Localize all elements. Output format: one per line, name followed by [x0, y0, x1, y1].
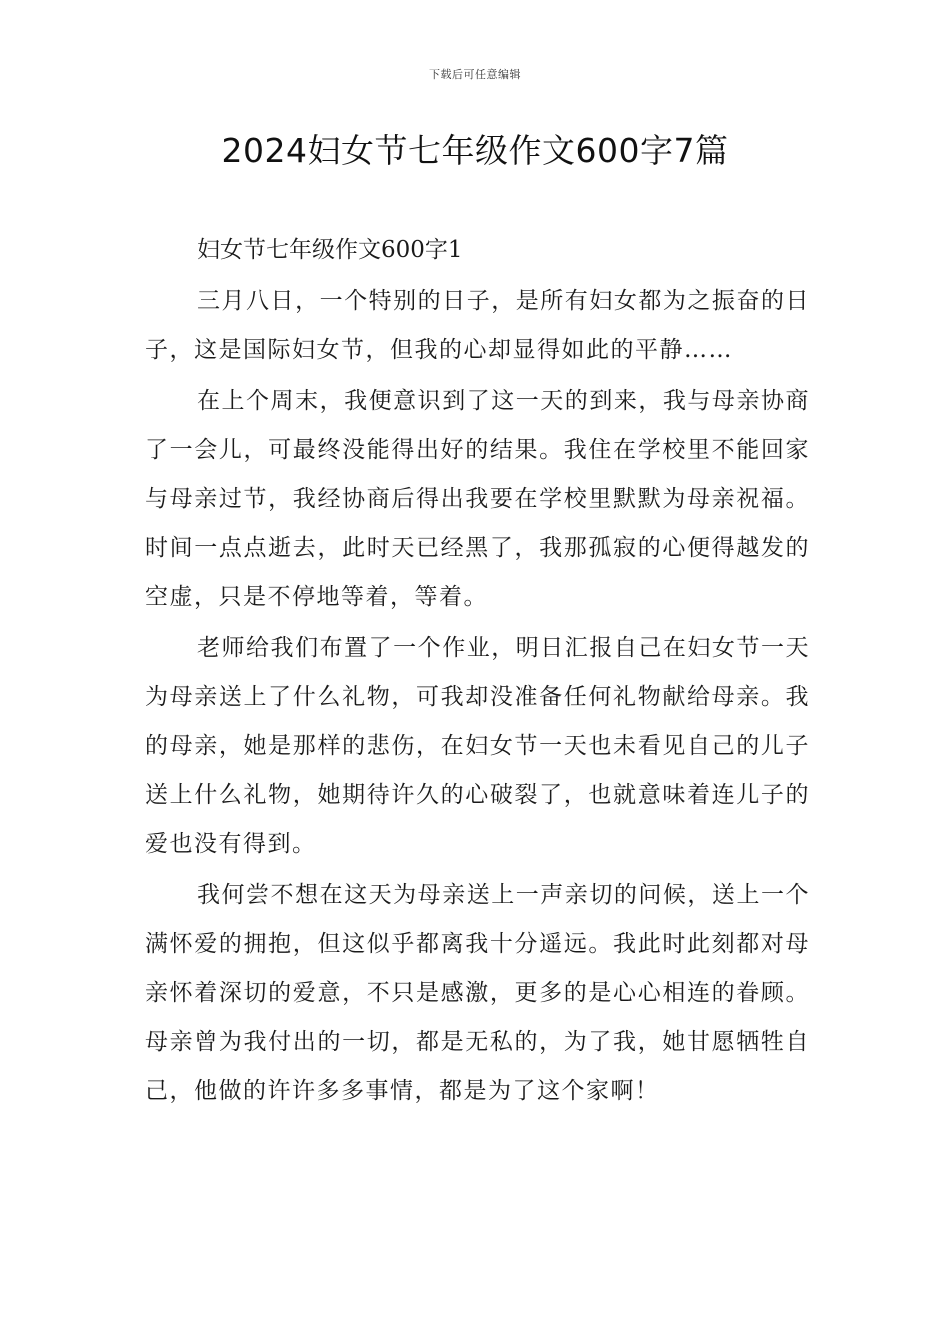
section-heading: 妇女节七年级作文600字1 [197, 237, 463, 263]
document-title: 2024妇女节七年级作文600字7篇 [221, 131, 729, 170]
paragraph-1: 三月八日，一个特别的日子，是所有妇女都为之振奋的日子，这是国际妇女节，但我的心却显得如此的平静…… [145, 288, 810, 363]
paragraph-4: 我何尝不想在这天为母亲送上一声亲切的问候，送上一个满怀爱的拥抱，但这似乎都离我十分遥远。我此时此刻都对母亲怀着深切的爱意，不只是感激，更多的是心心相连的眷顾。母亲曾为我付出的一切，都是无私的，为了我，她甘愿牺牲自己，他做的许许多多事情，都是为了这个家啊！ [145, 882, 810, 1104]
paragraph-2: 在上个周末，我便意识到了这一天的到来，我与母亲协商了一会儿，可最终没能得出好的结果。我住在学校里不能回家与母亲过节，我经协商后得出我要在学校里默默为母亲祝福。时间一点点逝去，此时天已经黑了，我那孤寂的心便得越发的空虚，只是不停地等着，等着。 [145, 388, 810, 610]
document-body [145, 226, 810, 1118]
paragraph-3: 老师给我们布置了一个作业，明日汇报自己在妇女节一天为母亲送上了什么礼物，可我却没准备任何礼物献给母亲。我的母亲，她是那样的悲伤，在妇女节一天也未看见自己的儿子送上什么礼物，她期待许久的心破裂了，也就意味着连儿子的爱也没有得到。 [145, 635, 810, 857]
header-note: 下载后可任意编辑 [429, 68, 521, 81]
